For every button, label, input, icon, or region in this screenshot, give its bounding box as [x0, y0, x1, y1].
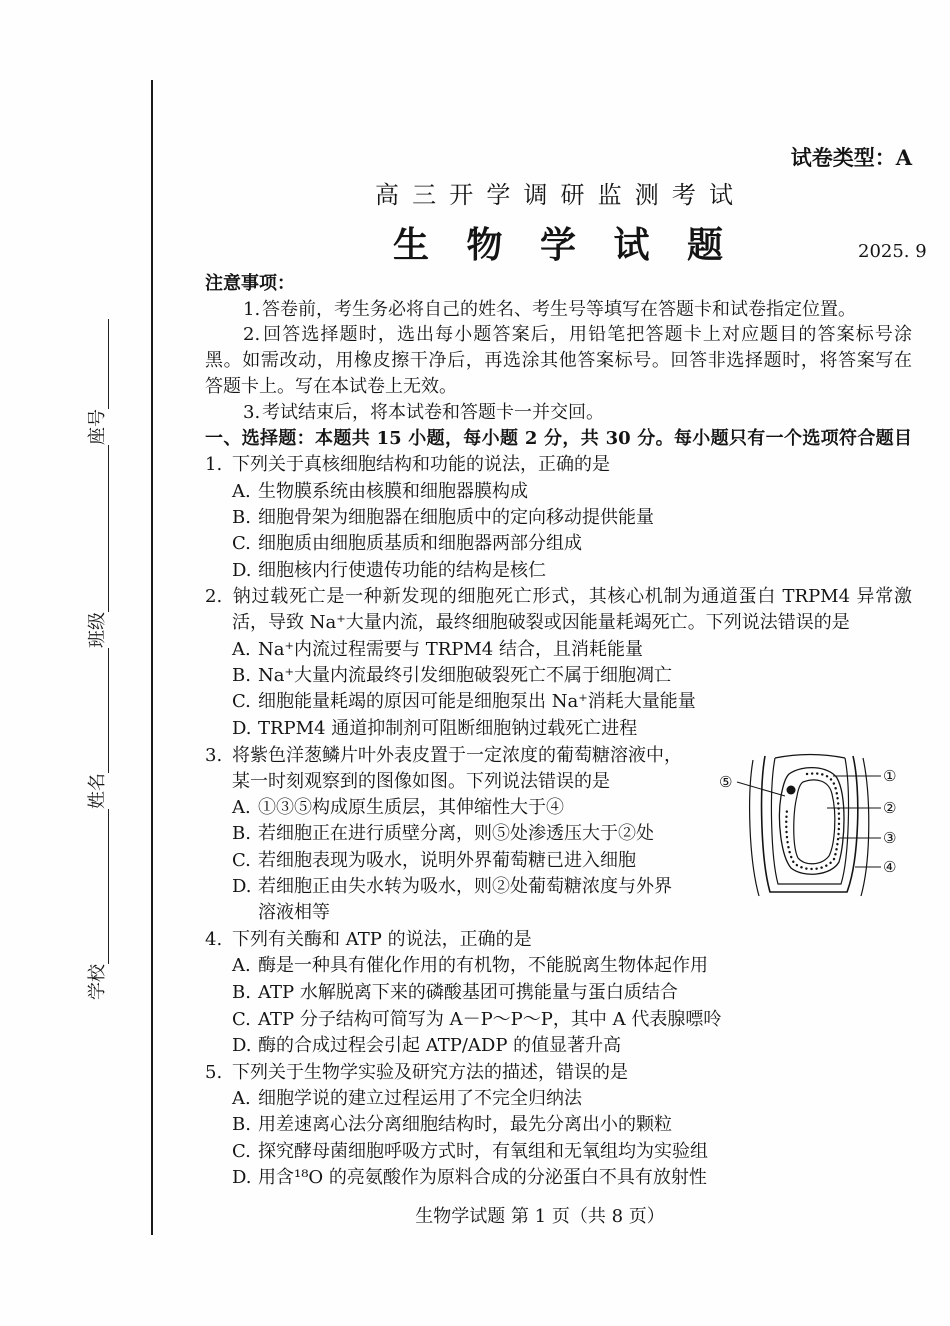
neighbor-cell-wall-left: [750, 760, 759, 896]
option-text: Na⁺大量内流最终引发细胞破裂死亡不属于细胞凋亡: [258, 665, 672, 686]
option-text: 细胞骨架为细胞器在细胞质中的定向移动提供能量: [258, 507, 654, 528]
diagram-label-2: ②: [883, 799, 897, 817]
notice-item-3: [243, 400, 604, 426]
page-footer: 生物学试题 第 1 页（共 8 页）: [415, 1206, 665, 1227]
option-label: A.: [232, 639, 251, 660]
option-text: 用含¹⁸O 的亮氨酸作为原料合成的分泌蛋白不具有放射性: [258, 1167, 707, 1188]
question-1-option-b: [232, 505, 654, 531]
option-text: 酶是一种具有催化作用的有机物，不能脱离生物体起作用: [258, 955, 708, 976]
option-text: 细胞质由细胞质基质和细胞器两部分组成: [258, 533, 582, 554]
option-label: A.: [232, 797, 251, 818]
option-text: 细胞学说的建立过程运用了不完全归纳法: [258, 1088, 582, 1109]
question-5-stem: [205, 1060, 628, 1086]
option-text: ATP 水解脱离下来的磷酸基团可携能量与蛋白质结合: [258, 982, 678, 1003]
question-number: 2.: [205, 586, 223, 607]
option-label: A.: [232, 955, 251, 976]
question-1-option-a: [232, 479, 528, 505]
question-2-option-a: [232, 637, 643, 663]
notice-item-2: [243, 322, 912, 348]
option-label: A.: [232, 1088, 251, 1109]
option-text: ①③⑤构成原生质层，其伸缩性大于④: [258, 797, 564, 818]
exam-title: 高 三 开 学 调 研 监 测 考 试: [375, 181, 735, 209]
neighbor-cell-wall-right: [861, 758, 869, 896]
question-stem-text: 下列有关酶和 ATP 的说法，正确的是: [232, 929, 532, 950]
option-label: B.: [232, 982, 251, 1003]
question-2-stem: [205, 584, 912, 610]
vacuole-membrane: [794, 780, 835, 864]
notice-item-text: 回答选择题时，选出每小题答案后，用铅笔把答题卡上对应题目的答案标号涂: [262, 324, 912, 345]
notice-item-2-line-2: 黑。如需改动，用橡皮擦干净后，再选涂其他答案标号。回答非选择题时，将答案写在: [205, 350, 912, 371]
option-text: TRPM4 通道抑制剂可阻断细胞钠过载死亡进程: [258, 718, 638, 739]
option-label: D.: [232, 718, 252, 739]
option-text: 若细胞正由失水转为吸水，则②处葡萄糖浓度与外界: [258, 876, 672, 897]
option-text: ATP 分子结构可简写为 A－P～P～P，其中 A 代表腺嘌呤: [258, 1009, 722, 1030]
option-label: C.: [232, 1141, 251, 1162]
option-text: 生物膜系统由核膜和细胞器膜构成: [258, 481, 528, 502]
notice-item-number: 3.: [243, 402, 261, 423]
notice-item-number: 1.: [243, 299, 261, 320]
question-2-stem-line-2: 活，导致 Na⁺大量内流，最终细胞破裂或因能量耗竭死亡。下列说法错误的是: [232, 612, 850, 633]
question-5-option-a: [232, 1086, 582, 1112]
option-text: 用差速离心法分离细胞结构时，最先分离出小的颗粒: [258, 1114, 672, 1135]
binding-line: [151, 80, 153, 1235]
question-3-option-a: [232, 795, 564, 821]
exam-date: 2025. 9: [858, 241, 927, 262]
option-label: C.: [232, 691, 251, 712]
question-number: 5.: [205, 1062, 223, 1083]
option-text: 细胞核内行使遗传功能的结构是核仁: [258, 560, 546, 581]
question-3-option-c: [232, 848, 636, 874]
option-text: Na⁺内流过程需要与 TRPM4 结合，且消耗能量: [258, 639, 643, 660]
question-3-option-b: [232, 821, 654, 847]
diagram-label-3: ③: [883, 829, 897, 847]
option-text: 若细胞表现为吸水，说明外界葡萄糖已进入细胞: [258, 850, 636, 871]
option-label: B.: [232, 823, 251, 844]
seat-blank: [88, 319, 109, 409]
notice-item-text: 考试结束后，将本试卷和答题卡一并交回。: [262, 402, 604, 423]
option-text: 若细胞正在进行质壁分离，则⑤处渗透压大于②处: [258, 823, 654, 844]
question-stem-text: 下列关于生物学实验及研究方法的描述，错误的是: [232, 1062, 628, 1083]
question-3-option-d-line-2: 溶液相等: [258, 902, 330, 923]
option-label: D.: [232, 1167, 252, 1188]
option-label: C.: [232, 533, 251, 554]
class-blank: [88, 445, 109, 612]
diagram-label-5: ⑤: [719, 773, 733, 791]
option-label: B.: [232, 665, 251, 686]
question-4-option-d: [232, 1033, 621, 1059]
question-4-option-c: [232, 1007, 721, 1033]
question-stem-text: 钠过载死亡是一种新发现的细胞死亡形式，其核心机制为通道蛋白 TRPM4 异常激: [232, 586, 912, 607]
diagram-label-4: ④: [883, 858, 897, 876]
option-label: C.: [232, 1009, 251, 1030]
section-heading: 一、选择题：本题共 15 小题，每小题 2 分，共 30 分。每小题只有一个选项符合题目: [205, 428, 912, 449]
question-1-stem: [205, 452, 610, 478]
question-1-option-c: [232, 531, 582, 557]
plasmolysis-cell-diagram: [715, 750, 915, 900]
school-label: 学校: [87, 964, 108, 1000]
nucleus: [787, 786, 796, 795]
option-label: B.: [232, 507, 251, 528]
question-3-stem: [205, 743, 682, 769]
option-text: 细胞能量耗竭的原因可能是细胞泵出 Na⁺消耗大量能量: [258, 691, 696, 712]
diagram-label-1: ①: [883, 767, 897, 785]
school-blank: [88, 809, 109, 964]
option-label: D.: [232, 876, 252, 897]
notice-item-text: 答卷前，考生务必将自己的姓名、考生号等填写在答题卡和试卷指定位置。: [262, 299, 856, 320]
question-stem-text: 下列关于真核细胞结构和功能的说法，正确的是: [232, 454, 610, 475]
notice-item-1: [243, 297, 856, 323]
option-label: D.: [232, 1035, 252, 1056]
question-number: 1.: [205, 454, 223, 475]
question-4-stem: [205, 927, 532, 953]
question-number: 3.: [205, 745, 223, 766]
option-label: B.: [232, 1114, 251, 1135]
option-text: 探究酵母菌细胞呼吸方式时，有氧组和无氧组均为实验组: [258, 1141, 708, 1162]
option-label: D.: [232, 560, 252, 581]
class-label: 班级: [87, 612, 108, 648]
seat-label: 座号: [87, 409, 108, 445]
question-5-option-b: [232, 1112, 672, 1138]
question-2-option-c: [232, 689, 696, 715]
cell-wall-top: [775, 755, 845, 759]
question-5-option-d: [232, 1165, 707, 1191]
question-number: 4.: [205, 929, 223, 950]
paper-type: 试卷类型：A: [790, 145, 912, 170]
question-2-option-d: [232, 716, 637, 742]
name-blank: [88, 648, 109, 773]
notice-item-number: 2.: [243, 324, 261, 345]
option-text: 酶的合成过程会引起 ATP/ADP 的值显著升高: [258, 1035, 622, 1056]
notice-heading: 注意事项：: [205, 273, 295, 294]
option-label: C.: [232, 850, 251, 871]
question-2-option-b: [232, 663, 672, 689]
name-label: 姓名: [87, 773, 108, 809]
option-label: A.: [232, 481, 251, 502]
question-4-option-a: [232, 953, 708, 979]
subject-title: 生 物 学 试 题: [393, 224, 723, 266]
question-stem-text: 将紫色洋葱鳞片叶外表皮置于一定浓度的葡萄糖溶液中，: [232, 745, 682, 766]
notice-item-2-line-3: 答题卡上。写在本试卷上无效。: [205, 376, 457, 397]
question-4-option-b: [232, 980, 678, 1006]
question-1-option-d: [232, 558, 546, 584]
binding-margin: [81, 310, 109, 1000]
question-5-option-c: [232, 1139, 708, 1165]
question-3-stem-line-2: 某一时刻观察到的图像如图。下列说法错误的是: [232, 771, 610, 792]
question-3-option-d: [232, 874, 672, 900]
